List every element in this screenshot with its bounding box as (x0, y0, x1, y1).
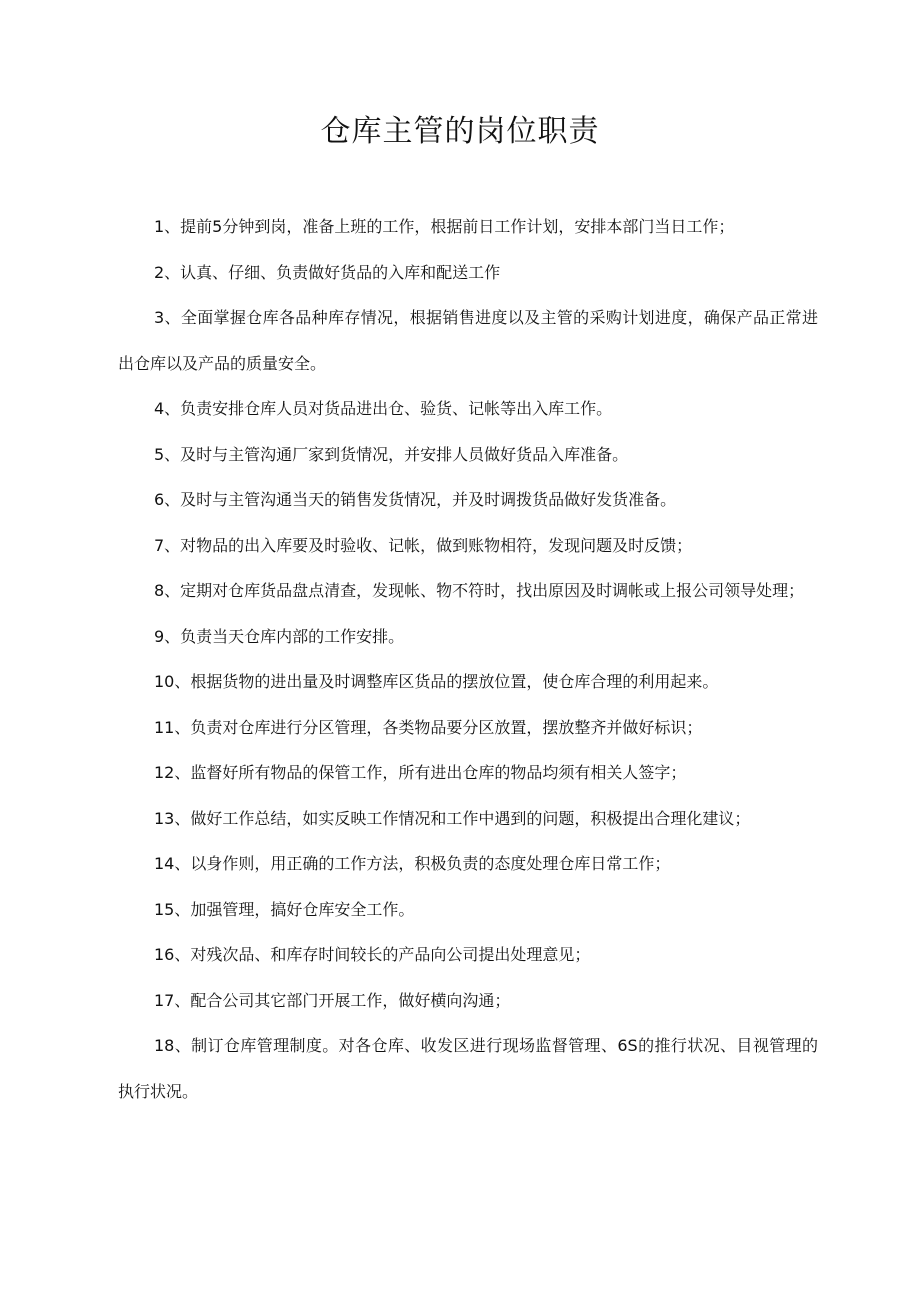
duty-item-7: 7、对物品的出入库要及时验收、记帐，做到账物相符，发现问题及时反馈； (154, 535, 693, 555)
duty-item-2: 2、认真、仔细、负责做好货品的入库和配送工作 (154, 262, 501, 282)
duty-item-13: 13、做好工作总结，如实反映工作情况和工作中遇到的问题，积极提出合理化建议； (154, 808, 751, 828)
duty-item-11: 11、负责对仓库进行分区管理，各类物品要分区放置，摆放整齐并做好标识； (154, 717, 703, 737)
duty-item-9: 9、负责当天仓库内部的工作安排。 (154, 626, 405, 646)
duty-item-1: 1、提前5分钟到岗，准备上班的工作，根据前日工作计划，安排本部门当日工作； (154, 217, 735, 236)
duty-list (118, 204, 818, 1114)
duty-item-8: 8、定期对仓库货品盘点清查，发现帐、物不符时，找出原因及时调帐或上报公司领导处理； (154, 581, 805, 600)
duty-item-12: 12、监督好所有物品的保管工作，所有进出仓库的物品均须有相关人签字； (154, 763, 687, 782)
duty-item-16: 16、对残次品、和库存时间较长的产品向公司提出处理意见； (154, 945, 591, 964)
duty-item-14: 14、以身作则，用正确的工作方法，积极负责的态度处理仓库日常工作； (154, 854, 671, 873)
duty-item-4: 4、负责安排仓库人员对货品进出仓、验货、记帐等出入库工作。 (154, 399, 613, 418)
duty-item-15: 15、加强管理，搞好仓库安全工作。 (154, 899, 415, 919)
duty-item-18: 18、制订仓库管理制度。对各仓库、收发区进行现场监督管理、6S的推行状况、目视管理的执行状况。 (118, 1036, 818, 1101)
document-title: 仓库主管的岗位职责 (320, 114, 600, 149)
duty-item-17: 17、配合公司其它部门开展工作，做好横向沟通； (154, 990, 511, 1010)
duty-item-10: 10、根据货物的进出量及时调整库区货品的摆放位置，使仓库合理的利用起来。 (154, 672, 719, 691)
duty-item-6: 6、及时与主管沟通当天的销售发货情况，并及时调拨货品做好发货准备。 (154, 490, 677, 509)
duty-item-5: 5、及时与主管沟通厂家到货情况，并安排人员做好货品入库准备。 (154, 444, 629, 464)
duty-item-3: 3、全面掌握仓库各品种库存情况，根据销售进度以及主管的采购计划进度，确保产品正常进出仓库以及产品的质量安全。 (118, 308, 818, 373)
